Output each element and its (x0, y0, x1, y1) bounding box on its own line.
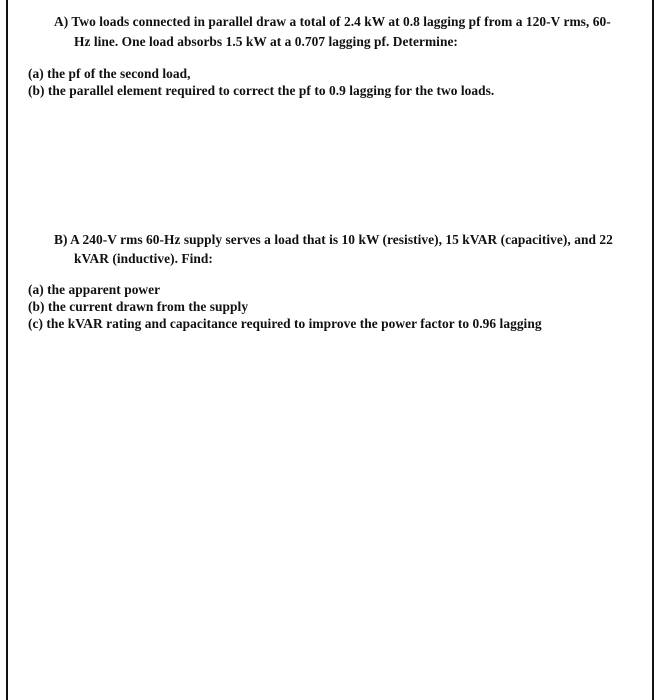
document-page (6, 0, 654, 700)
problem-b-item-a: (a) the apparent power (28, 282, 161, 297)
problem-b-statement-line-2: kVAR (inductive). Find: (74, 251, 213, 266)
problem-a-item-b: (b) the parallel element required to correct the pf to 0.9 lagging for the two loads. (28, 83, 495, 98)
problem-b-item-b: (b) the current drawn from the supply (28, 299, 249, 314)
problem-a-statement-line-2: Hz line. One load absorbs 1.5 kW at a 0.707 lagging pf. Determine: (74, 34, 458, 49)
problem-a-statement-line-1: A) Two loads connected in parallel draw a total of 2.4 kW at 0.8 lagging pf from a 120-V rms, 60- (54, 14, 611, 29)
problem-a-item-a: (a) the pf of the second load, (28, 66, 191, 81)
problem-b-statement-line-1: B) A 240-V rms 60-Hz supply serves a load that is 10 kW (resistive), 15 kVAR (capacitive), and 22 (54, 232, 613, 247)
problem-b-item-c: (c) the kVAR rating and capacitance required to improve the power factor to 0.96 lagging (28, 316, 542, 331)
